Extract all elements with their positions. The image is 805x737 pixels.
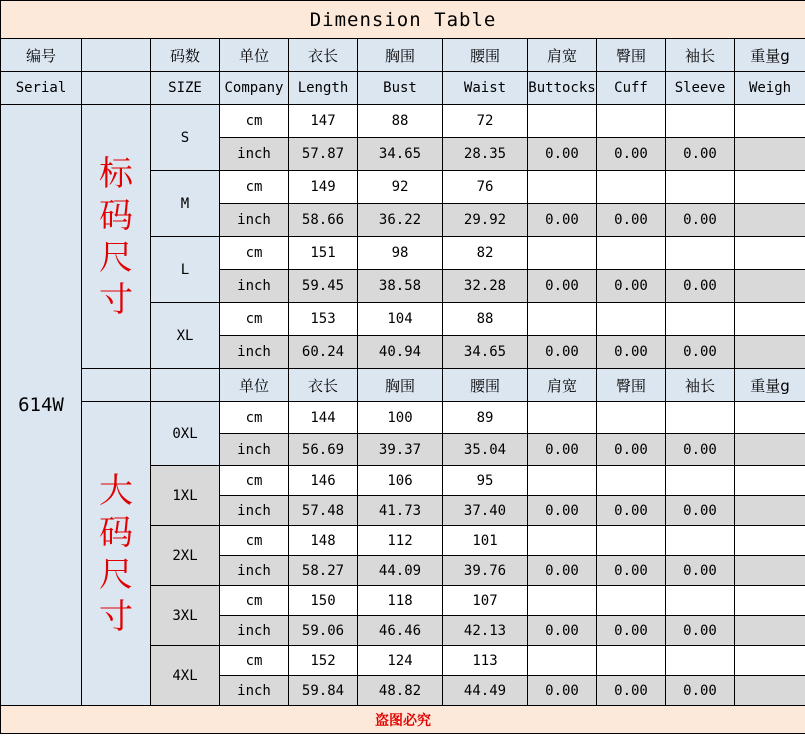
table-row — [1, 105, 805, 138]
value-cell: 0.00 — [528, 434, 597, 466]
unit-cell: inch — [220, 676, 289, 706]
value-cell — [528, 646, 597, 676]
value-cell: 40.94 — [358, 336, 443, 369]
value-cell: 151 — [289, 237, 358, 270]
value-cell — [735, 616, 805, 646]
header-cell: 单位 — [220, 39, 289, 72]
value-cell: 0.00 — [666, 556, 735, 586]
unit-cell: cm — [220, 171, 289, 204]
value-cell — [597, 586, 666, 616]
value-cell: 88 — [358, 105, 443, 138]
value-cell: 106 — [358, 466, 443, 496]
value-cell: 153 — [289, 303, 358, 336]
header-cell: 重量g — [735, 369, 805, 402]
value-cell: 0.00 — [528, 676, 597, 706]
header-cell: 重量g — [735, 39, 805, 72]
value-cell: 88 — [443, 303, 528, 336]
value-cell — [735, 556, 805, 586]
header-cell: Buttocks — [528, 72, 597, 105]
header-cell — [82, 369, 151, 402]
value-cell: 89 — [443, 402, 528, 434]
header-cell: Sleeve — [666, 72, 735, 105]
value-cell: 29.92 — [443, 204, 528, 237]
value-cell — [735, 105, 805, 138]
value-cell: 59.45 — [289, 270, 358, 303]
value-cell: 101 — [443, 526, 528, 556]
header-row-english — [1, 72, 805, 105]
value-cell — [597, 402, 666, 434]
header-cell: 腰围 — [443, 39, 528, 72]
value-cell: 95 — [443, 466, 528, 496]
value-cell: 39.37 — [358, 434, 443, 466]
value-cell: 124 — [358, 646, 443, 676]
value-cell: 59.06 — [289, 616, 358, 646]
value-cell — [735, 270, 805, 303]
size-label: L — [151, 237, 220, 303]
header-cell: 衣长 — [289, 369, 358, 402]
value-cell — [735, 434, 805, 466]
unit-cell: cm — [220, 105, 289, 138]
header-cell — [82, 39, 151, 72]
serial-number: 614W — [1, 105, 82, 706]
size-label: 0XL — [151, 402, 220, 466]
header-cell: Cuff — [597, 72, 666, 105]
value-cell: 0.00 — [528, 336, 597, 369]
unit-cell: inch — [220, 496, 289, 526]
value-cell — [735, 237, 805, 270]
header-cell: 胸围 — [358, 39, 443, 72]
size-label: 3XL — [151, 586, 220, 646]
value-cell — [597, 526, 666, 556]
value-cell — [528, 237, 597, 270]
header-cell: 衣长 — [289, 39, 358, 72]
unit-cell: inch — [220, 616, 289, 646]
value-cell: 58.27 — [289, 556, 358, 586]
size-label: M — [151, 171, 220, 237]
header-cell: Waist — [443, 72, 528, 105]
value-cell: 0.00 — [597, 676, 666, 706]
value-cell: 98 — [358, 237, 443, 270]
value-cell: 56.69 — [289, 434, 358, 466]
value-cell — [597, 303, 666, 336]
value-cell: 0.00 — [528, 204, 597, 237]
value-cell: 36.22 — [358, 204, 443, 237]
value-cell: 150 — [289, 586, 358, 616]
unit-cell: cm — [220, 466, 289, 496]
value-cell: 0.00 — [666, 434, 735, 466]
value-cell: 28.35 — [443, 138, 528, 171]
unit-cell: cm — [220, 237, 289, 270]
header-cell: 臀围 — [597, 39, 666, 72]
value-cell: 0.00 — [528, 556, 597, 586]
value-cell — [528, 466, 597, 496]
value-cell: 0.00 — [597, 336, 666, 369]
value-cell: 113 — [443, 646, 528, 676]
unit-cell: cm — [220, 303, 289, 336]
header-cell: SIZE — [151, 72, 220, 105]
value-cell: 144 — [289, 402, 358, 434]
value-cell: 0.00 — [597, 434, 666, 466]
table-row — [1, 402, 805, 434]
header-row-chinese — [1, 39, 805, 72]
value-cell — [528, 105, 597, 138]
value-cell: 44.49 — [443, 676, 528, 706]
size-label: S — [151, 105, 220, 171]
value-cell — [528, 303, 597, 336]
unit-cell: inch — [220, 204, 289, 237]
header-cell: Bust — [358, 72, 443, 105]
value-cell: 0.00 — [597, 616, 666, 646]
value-cell: 34.65 — [358, 138, 443, 171]
value-cell: 72 — [443, 105, 528, 138]
unit-cell: inch — [220, 556, 289, 586]
value-cell: 44.09 — [358, 556, 443, 586]
value-cell — [666, 105, 735, 138]
value-cell — [528, 171, 597, 204]
unit-cell: inch — [220, 138, 289, 171]
value-cell: 152 — [289, 646, 358, 676]
header-cell — [82, 72, 151, 105]
header-cell: 臀围 — [597, 369, 666, 402]
header-row-large — [1, 369, 805, 402]
unit-cell: cm — [220, 586, 289, 616]
value-cell: 60.24 — [289, 336, 358, 369]
value-cell: 147 — [289, 105, 358, 138]
value-cell — [666, 646, 735, 676]
value-cell — [597, 466, 666, 496]
value-cell: 148 — [289, 526, 358, 556]
value-cell: 57.48 — [289, 496, 358, 526]
value-cell: 0.00 — [597, 138, 666, 171]
value-cell — [597, 646, 666, 676]
value-cell: 149 — [289, 171, 358, 204]
size-label: 4XL — [151, 646, 220, 706]
value-cell: 107 — [443, 586, 528, 616]
value-cell: 57.87 — [289, 138, 358, 171]
header-cell: 肩宽 — [528, 369, 597, 402]
unit-cell: inch — [220, 434, 289, 466]
value-cell: 0.00 — [666, 616, 735, 646]
value-cell: 0.00 — [666, 270, 735, 303]
header-cell: 袖长 — [666, 39, 735, 72]
value-cell: 41.73 — [358, 496, 443, 526]
value-cell — [735, 303, 805, 336]
value-cell: 82 — [443, 237, 528, 270]
standard-size-group-label: 标 码 尺 寸 — [82, 105, 151, 369]
value-cell — [597, 237, 666, 270]
header-cell: 袖长 — [666, 369, 735, 402]
value-cell: 0.00 — [528, 138, 597, 171]
value-cell — [666, 466, 735, 496]
value-cell: 100 — [358, 402, 443, 434]
value-cell — [666, 171, 735, 204]
size-label: XL — [151, 303, 220, 369]
value-cell: 37.40 — [443, 496, 528, 526]
value-cell — [597, 105, 666, 138]
value-cell — [528, 402, 597, 434]
value-cell: 146 — [289, 466, 358, 496]
header-cell: 编号 — [1, 39, 82, 72]
header-cell: 码数 — [151, 39, 220, 72]
value-cell: 0.00 — [528, 496, 597, 526]
value-cell: 76 — [443, 171, 528, 204]
header-cell — [151, 369, 220, 402]
value-cell: 0.00 — [597, 270, 666, 303]
value-cell: 48.82 — [358, 676, 443, 706]
header-cell: Serial — [1, 72, 82, 105]
value-cell: 35.04 — [443, 434, 528, 466]
value-cell: 0.00 — [528, 616, 597, 646]
value-cell — [735, 466, 805, 496]
value-cell: 0.00 — [597, 496, 666, 526]
header-cell: 腰围 — [443, 369, 528, 402]
value-cell: 0.00 — [666, 336, 735, 369]
value-cell — [735, 204, 805, 237]
value-cell: 0.00 — [666, 138, 735, 171]
value-cell — [597, 171, 666, 204]
table-title: Dimension Table — [1, 1, 805, 39]
header-cell: Company — [220, 72, 289, 105]
value-cell — [666, 586, 735, 616]
value-cell: 46.46 — [358, 616, 443, 646]
value-cell: 59.84 — [289, 676, 358, 706]
value-cell — [735, 646, 805, 676]
value-cell: 104 — [358, 303, 443, 336]
header-cell: 肩宽 — [528, 39, 597, 72]
value-cell: 0.00 — [666, 676, 735, 706]
unit-cell: cm — [220, 526, 289, 556]
value-cell — [735, 676, 805, 706]
value-cell: 92 — [358, 171, 443, 204]
value-cell — [528, 586, 597, 616]
value-cell — [735, 171, 805, 204]
size-label: 2XL — [151, 526, 220, 586]
unit-cell: inch — [220, 270, 289, 303]
value-cell — [528, 526, 597, 556]
value-cell — [735, 496, 805, 526]
value-cell — [666, 402, 735, 434]
header-cell: 单位 — [220, 369, 289, 402]
size-label: 1XL — [151, 466, 220, 526]
value-cell: 42.13 — [443, 616, 528, 646]
value-cell: 0.00 — [666, 204, 735, 237]
header-cell: 胸围 — [358, 369, 443, 402]
value-cell: 58.66 — [289, 204, 358, 237]
value-cell — [666, 303, 735, 336]
value-cell — [735, 526, 805, 556]
header-cell: Length — [289, 72, 358, 105]
value-cell: 32.28 — [443, 270, 528, 303]
unit-cell: cm — [220, 646, 289, 676]
value-cell: 39.76 — [443, 556, 528, 586]
value-cell: 0.00 — [597, 556, 666, 586]
value-cell: 34.65 — [443, 336, 528, 369]
value-cell: 0.00 — [666, 496, 735, 526]
value-cell: 0.00 — [597, 204, 666, 237]
value-cell — [735, 336, 805, 369]
value-cell — [735, 402, 805, 434]
value-cell — [735, 586, 805, 616]
value-cell — [666, 237, 735, 270]
value-cell — [666, 526, 735, 556]
unit-cell: cm — [220, 402, 289, 434]
large-size-group-label: 大 码 尺 寸 — [82, 402, 151, 706]
value-cell: 38.58 — [358, 270, 443, 303]
header-cell: Weigh — [735, 72, 805, 105]
unit-cell: inch — [220, 336, 289, 369]
value-cell — [735, 138, 805, 171]
value-cell: 118 — [358, 586, 443, 616]
value-cell: 0.00 — [528, 270, 597, 303]
value-cell: 112 — [358, 526, 443, 556]
footer-notice: 盗图必究 — [1, 706, 805, 734]
